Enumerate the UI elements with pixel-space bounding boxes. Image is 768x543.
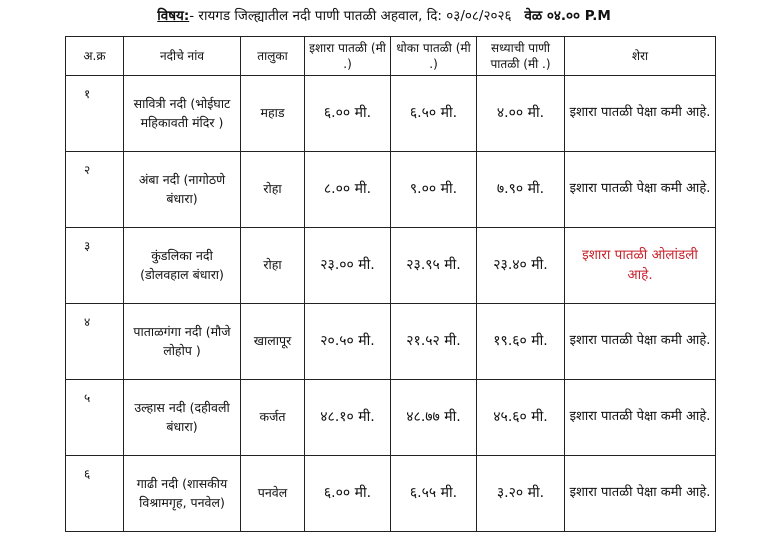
serial-cell: ५: [66, 380, 124, 456]
remark-cell: इशारा पातळी पेक्षा कमी आहे.: [565, 152, 716, 228]
danger-level-cell: २३.९५ मी.: [391, 228, 477, 304]
table-row: [66, 380, 716, 456]
river-name-cell: कुंडलिका नदी (डोलवहाल बंधारा): [124, 228, 241, 304]
serial-cell: १: [66, 76, 124, 152]
danger-level-cell: ४८.७७ मी.: [391, 380, 477, 456]
current-level-cell: ३.२० मी.: [477, 456, 565, 532]
danger-level-cell: २१.५२ मी.: [391, 304, 477, 380]
remark-cell: इशारा पातळी पेक्षा कमी आहे.: [565, 380, 716, 456]
warning-level-cell: ४८.१० मी.: [305, 380, 391, 456]
header-river-name: नदीचे नांव: [124, 37, 241, 76]
header-remark: शेरा: [565, 37, 716, 76]
remark-cell: इशारा पातळी पेक्षा कमी आहे.: [565, 304, 716, 380]
taluka-cell: खालापूर: [241, 304, 305, 380]
header-warning-level: इशारा पातळी (मी .): [305, 37, 391, 76]
current-level-cell: २३.४० मी.: [477, 228, 565, 304]
table-row: [66, 304, 716, 380]
taluka-cell: महाड: [241, 76, 305, 152]
taluka-cell: पनवेल: [241, 456, 305, 532]
danger-level-cell: ६.५० मी.: [391, 76, 477, 152]
warning-level-cell: ६.०० मी.: [305, 456, 391, 532]
warning-level-cell: ६.०० मी.: [305, 76, 391, 152]
current-level-cell: ४५.६० मी.: [477, 380, 565, 456]
remark-cell: इशारा पातळी पेक्षा कमी आहे.: [565, 456, 716, 532]
remark-cell: इशारा पातळी पेक्षा कमी आहे.: [565, 76, 716, 152]
serial-cell: २: [66, 152, 124, 228]
river-name-cell: उल्हास नदी (दहीवली बंधारा): [124, 380, 241, 456]
river-level-table: [65, 36, 716, 532]
header-danger-level: धोका पातळी (मी .): [391, 37, 477, 76]
remark-cell-alert: इशारा पातळी ओलांडली आहे.: [565, 228, 716, 304]
serial-cell: ३: [66, 228, 124, 304]
table-header-row: [66, 37, 716, 76]
table-row: [66, 456, 716, 532]
table-row: [66, 228, 716, 304]
river-name-cell: पाताळगंगा नदी (मौजे लोहोप ): [124, 304, 241, 380]
current-level-cell: १९.६० मी.: [477, 304, 565, 380]
table-row: [66, 76, 716, 152]
warning-level-cell: २०.५० मी.: [305, 304, 391, 380]
river-name-cell: सावित्री नदी (भोईघाट महिकावती मंदिर ): [124, 76, 241, 152]
header-serial: अ.क्र: [66, 37, 124, 76]
current-level-cell: ७.९० मी.: [477, 152, 565, 228]
taluka-cell: रोहा: [241, 228, 305, 304]
header-current-level: सध्याची पाणी पातळी (मी .): [477, 37, 565, 76]
report-time: वेळ ०४.०० P.M: [524, 8, 611, 24]
warning-level-cell: ८.०० मी.: [305, 152, 391, 228]
river-name-cell: गाढी नदी (शासकीय विश्रामगृह, पनवेल): [124, 456, 241, 532]
serial-cell: ६: [66, 456, 124, 532]
subject-lead: विषय:: [157, 8, 190, 24]
warning-level-cell: २३.०० मी.: [305, 228, 391, 304]
serial-cell: ४: [66, 304, 124, 380]
report-subject: [0, 6, 768, 24]
taluka-cell: कर्जत: [241, 380, 305, 456]
river-name-cell: अंबा नदी (नागोठणे बंधारा): [124, 152, 241, 228]
table-row: [66, 152, 716, 228]
header-taluka: तालुका: [241, 37, 305, 76]
danger-level-cell: ९.०० मी.: [391, 152, 477, 228]
subject-text: - रायगड जिल्ह्यातील नदी पाणी पातळी अहवाल, दि: ०३/०८/२०२६: [189, 8, 512, 24]
taluka-cell: रोहा: [241, 152, 305, 228]
danger-level-cell: ६.५५ मी.: [391, 456, 477, 532]
current-level-cell: ४.०० मी.: [477, 76, 565, 152]
